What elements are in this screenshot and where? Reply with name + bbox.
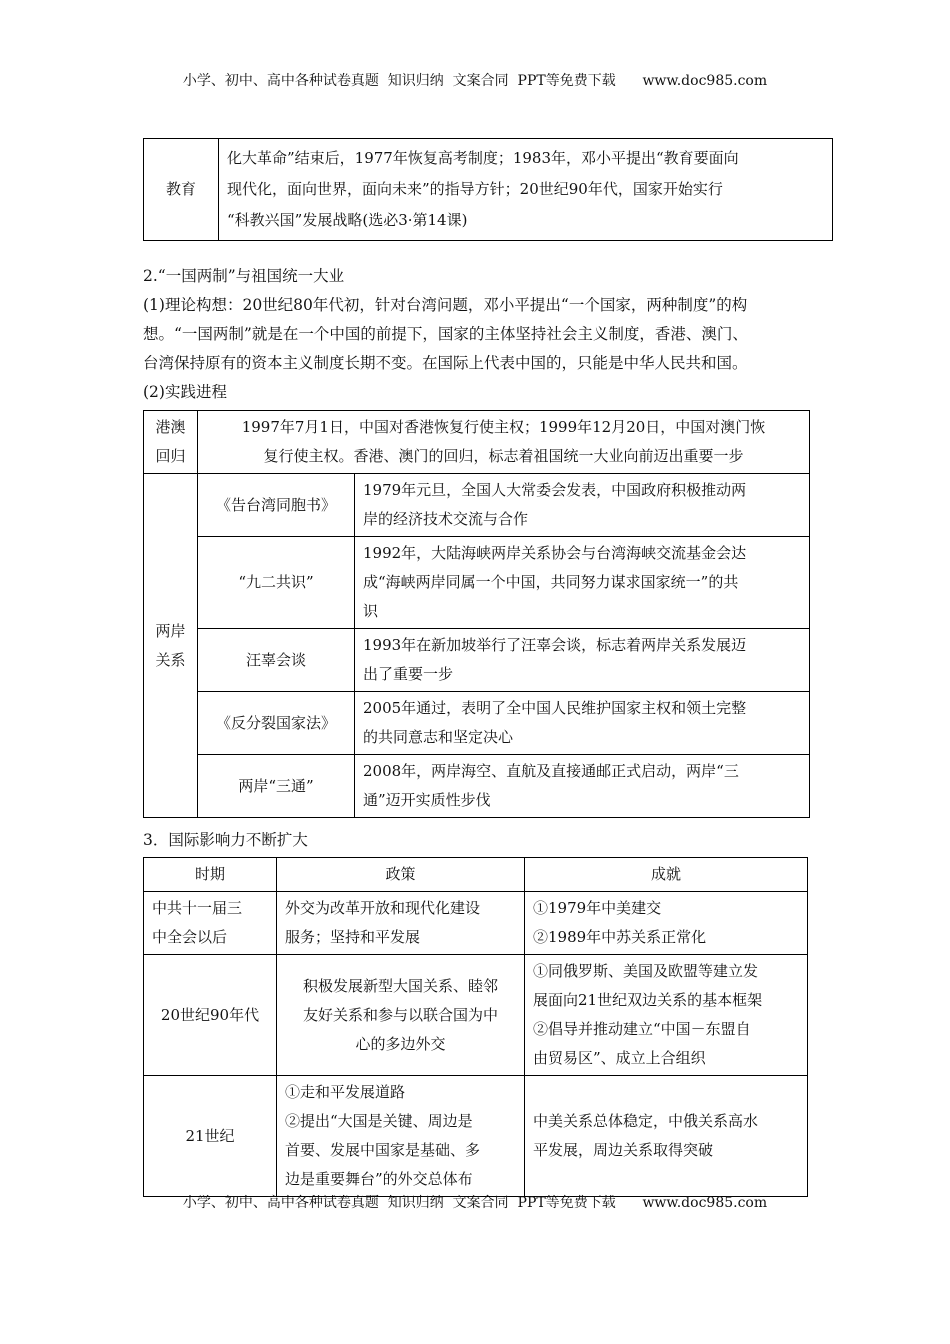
column-header: 成就: [525, 858, 808, 892]
text-line: 1979年元旦，全国人大常委会发表，中国政府积极推动两: [363, 481, 747, 499]
period-cell: [144, 892, 277, 955]
cross-strait-detail: [355, 537, 810, 629]
table-row: [144, 692, 810, 755]
cross-strait-item: 汪辜会谈: [198, 629, 355, 692]
cross-strait-item: 《反分裂国家法》: [198, 692, 355, 755]
text-line: 2008年，两岸海空、直航及直接通邮正式启动，两岸“三: [363, 762, 739, 780]
text-line: ①走和平发展道路: [285, 1083, 406, 1101]
text-line: 首要、发展中国家是基础、多: [285, 1141, 481, 1159]
text-line: 友好关系和参与以联合国为中: [302, 1005, 498, 1024]
text-line: 2005年通过，表明了全中国人民维护国家主权和领土完整: [363, 699, 747, 717]
column-header: 时期: [144, 858, 277, 892]
text-line: 服务；坚持和平发展: [285, 928, 421, 946]
text-line: 成“海峡两岸同属一个中国，共同努力谋求国家统一”的共: [363, 573, 739, 591]
section-2: [143, 262, 813, 407]
section-3-title: 3．国际影响力不断扩大: [143, 831, 308, 849]
achievement-cell: [525, 955, 808, 1076]
text-line: 通”迈开实质性步伐: [363, 791, 491, 809]
table-row: [144, 892, 808, 955]
text-line: 化大革命”结束后，1977年恢复高考制度；1983年，邓小平提出“教育要面向: [227, 149, 739, 167]
text-line: ②提出“大国是关键、周边是: [285, 1112, 473, 1130]
diplomacy-table: [143, 857, 808, 1197]
education-label: 教育: [144, 139, 219, 241]
text-line: 中全会以后: [152, 928, 228, 946]
text-line: 1992年，大陆海峡两岸关系协会与台湾海峡交流基金会达: [363, 544, 747, 562]
text-line: ①1979年中美建交: [533, 899, 662, 917]
cross-strait-detail: [355, 755, 810, 818]
table-row: [144, 629, 810, 692]
text-line: 复行使主权。香港、澳门的回归，标志着祖国统一大业向前迈出重要一步: [263, 447, 744, 465]
cross-strait-detail: [355, 629, 810, 692]
page-header: 小学、初中、高中各种试卷真题 知识归纳 文案合同 PPT等免费下载 www.doc985.com: [182, 73, 768, 89]
text-line: 平发展，周边关系取得突破: [533, 1141, 714, 1159]
label-line: 两岸: [155, 621, 186, 640]
section-2-title: 2.“一国两制”与祖国统一大业: [143, 267, 345, 285]
label-line: 关系: [155, 650, 186, 669]
cross-strait-detail: [355, 474, 810, 537]
text-line: ②1989年中苏关系正常化: [533, 928, 707, 946]
label-line: 港澳: [155, 418, 186, 436]
table-row: [144, 755, 810, 818]
text-line: 积极发展新型大国关系、睦邻: [302, 976, 498, 995]
cross-strait-item: “九二共识”: [198, 537, 355, 629]
policy-cell: [277, 892, 525, 955]
text-line: 展面向21世纪双边关系的基本框架: [533, 991, 763, 1009]
text-line: 由贸易区”、成立上合组织: [533, 1049, 706, 1067]
table-row: [144, 139, 833, 241]
table-row: [144, 474, 810, 537]
policy-cell: [277, 955, 525, 1076]
page-footer: 小学、初中、高中各种试卷真题 知识归纳 文案合同 PPT等免费下载 www.doc985.com: [182, 1195, 768, 1211]
theory-line: (1)理论构想：20世纪80年代初，针对台湾问题，邓小平提出“一个国家，两种制度”的构: [143, 296, 748, 314]
education-content: [219, 139, 833, 241]
text-line: 边是重要舞台”的外交总体布: [285, 1170, 473, 1188]
label-line: 回归: [155, 447, 186, 465]
table-row: [144, 955, 808, 1076]
policy-cell: [277, 1076, 525, 1197]
table-row: [144, 537, 810, 629]
text-line: 岸的经济技术交流与合作: [363, 510, 529, 528]
table-row: [144, 1076, 808, 1197]
column-header: 政策: [277, 858, 525, 892]
achievement-cell: [525, 1076, 808, 1197]
text-line: ①同俄罗斯、美国及欧盟等建立发: [533, 962, 759, 980]
theory-line: 台湾保持原有的资本主义制度长期不变。在国际上代表中国的，只能是中华人民共和国。: [143, 354, 748, 372]
text-line: 现代化，面向世界，面向未来”的指导方针；20世纪90年代，国家开始实行: [227, 180, 723, 198]
period-cell: 21世纪: [144, 1076, 277, 1197]
text-line: 出了重要一步: [363, 665, 454, 683]
return-label: [144, 411, 198, 474]
text-line: 的共同意志和坚定决心: [363, 728, 514, 746]
text-line: 中共十一届三: [152, 899, 243, 917]
cross-strait-item: 《告台湾同胞书》: [198, 474, 355, 537]
return-content: [198, 411, 810, 474]
period-cell: 20世纪90年代: [144, 955, 277, 1076]
table-header-row: [144, 858, 808, 892]
cross-strait-label: [144, 474, 198, 818]
text-line: “科教兴国”发展战略(选必3·第14课): [227, 211, 468, 229]
practice-title: (2)实践进程: [143, 383, 227, 401]
text-line: ②倡导并推动建立“中国－东盟自: [533, 1020, 751, 1038]
cross-strait-item: 两岸“三通”: [198, 755, 355, 818]
text-line: 识: [363, 602, 379, 620]
text-line: 心的多边外交: [355, 1034, 446, 1053]
text-line: 外交为改革开放和现代化建设: [285, 899, 481, 917]
achievement-cell: [525, 892, 808, 955]
theory-line: 想。“一国两制”就是在一个中国的前提下，国家的主体坚持社会主义制度，香港、澳门、: [143, 325, 748, 343]
education-table: [143, 138, 833, 241]
text-line: 中美关系总体稳定，中俄关系高水: [533, 1112, 759, 1130]
text-line: 1993年在新加坡举行了汪辜会谈，标志着两岸关系发展迈: [363, 636, 747, 654]
cross-strait-detail: [355, 692, 810, 755]
text-line: 1997年7月1日，中国对香港恢复行使主权；1999年12月20日，中国对澳门恢: [241, 418, 766, 436]
unification-table: [143, 410, 810, 818]
table-row: [144, 411, 810, 474]
